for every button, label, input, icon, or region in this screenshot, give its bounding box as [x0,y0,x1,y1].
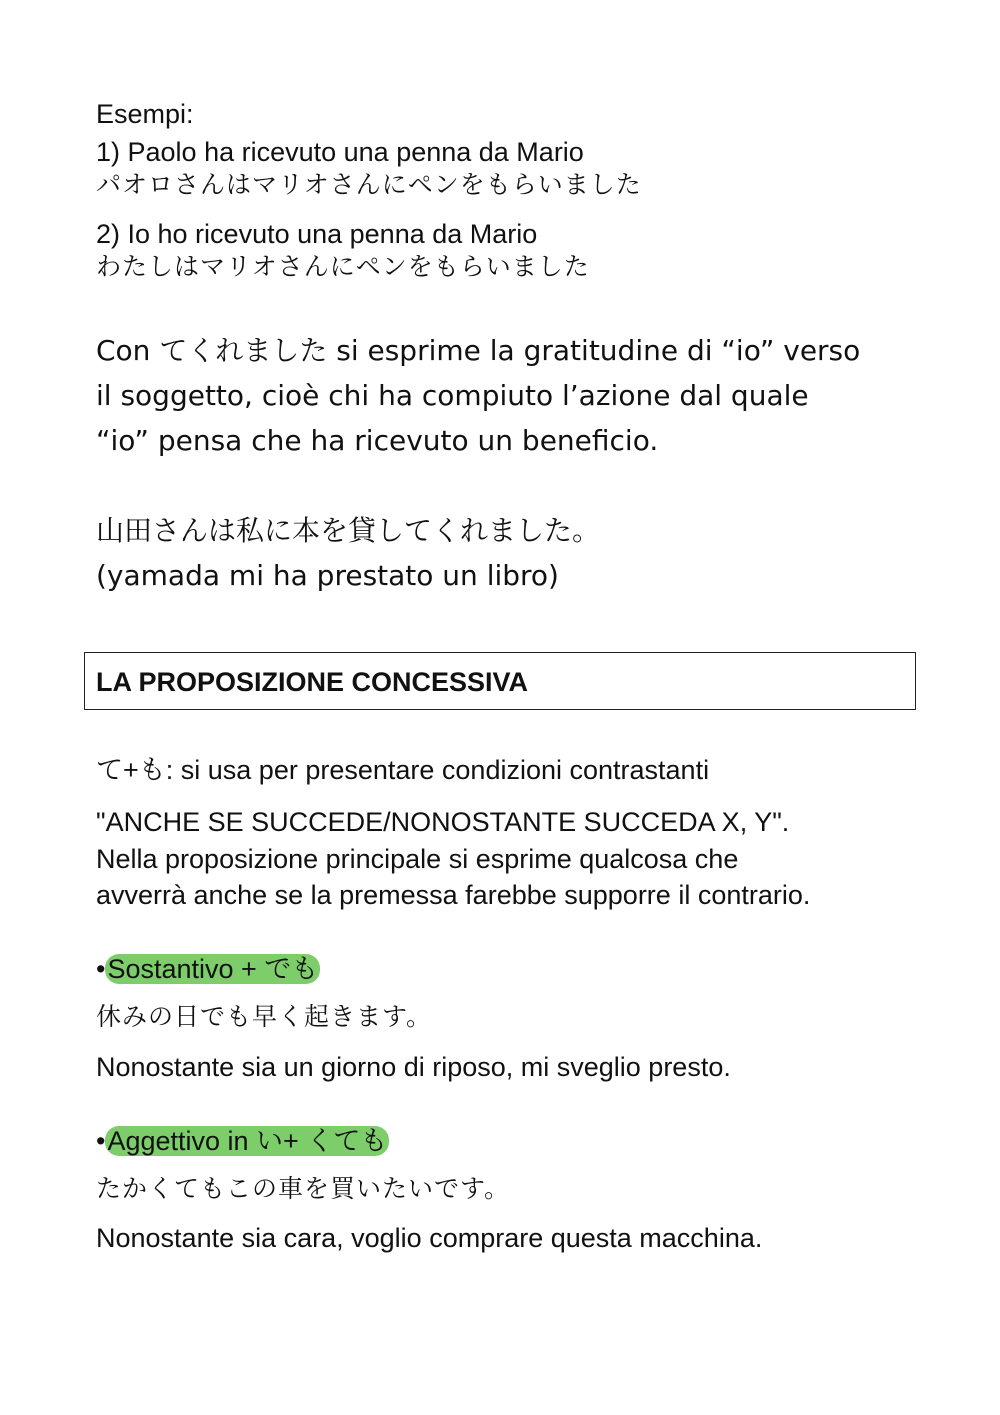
concessiva-desc-3: avverrà anche se la premessa farebbe supporre il contrario. [96,880,811,910]
sostantivo-example-italian: Nonostante sia un giorno di riposo, mi sveglio presto. [96,1052,731,1082]
highlight-sostantivo-label: Sostantivo + でも [107,954,319,984]
aggettivo-example-japanese: たかくてもこの車を買いたいです。 [96,1174,511,1203]
example-1-italian: 1) Paolo ha ricevuto una penna da Mario [96,137,584,167]
kureru-example [96,508,926,598]
bullet-marker: • [96,954,106,984]
section-heading-box [84,652,916,710]
kureru-line-2: il soggetto, cioè chi ha compiuto l’azione dal quale [96,379,809,412]
concessiva-desc-1: "ANCHE SE SUCCEDE/NONOSTANTE SUCCEDA X, Y". [96,807,790,837]
section-heading: LA PROPOSIZIONE CONCESSIVA [96,667,529,697]
aggettivo-example-italian: Nonostante sia cara, voglio comprare questa macchina. [96,1223,763,1253]
concessiva-intro: て+も: si usa per presentare condizioni contrastanti [96,755,710,785]
highlight-aggettivo-label: Aggettivo in い+ くても [107,1126,388,1156]
kureru-example-italian: (yamada mi ha prestato un libro) [96,559,559,592]
kureru-explanation [96,328,926,463]
example-1-japanese: パオロさんはマリオさんにペンをもらいました [96,170,642,199]
kureru-line-3: “io” pensa che ha ricevuto un beneficio. [96,424,659,457]
bullet-sostantivo [96,952,320,986]
concessiva-desc-2: Nella proposizione principale si esprime qualcosa che [96,844,739,874]
bullet-marker: • [96,1126,106,1156]
kureru-line-1: Con てくれました si esprime la gratitudine di “io” verso [96,334,861,367]
examples-label: Esempi: [96,99,194,129]
example-2-japanese: わたしはマリオさんにペンをもらいました [96,252,590,281]
sostantivo-example-japanese: 休みの日でも早く起きます。 [96,1002,433,1031]
example-2-italian: 2) Io ho ricevuto una penna da Mario [96,219,538,249]
bullet-aggettivo [96,1124,389,1158]
kureru-example-japanese: 山田さんは私に本を貸してくれました。 [96,514,601,547]
